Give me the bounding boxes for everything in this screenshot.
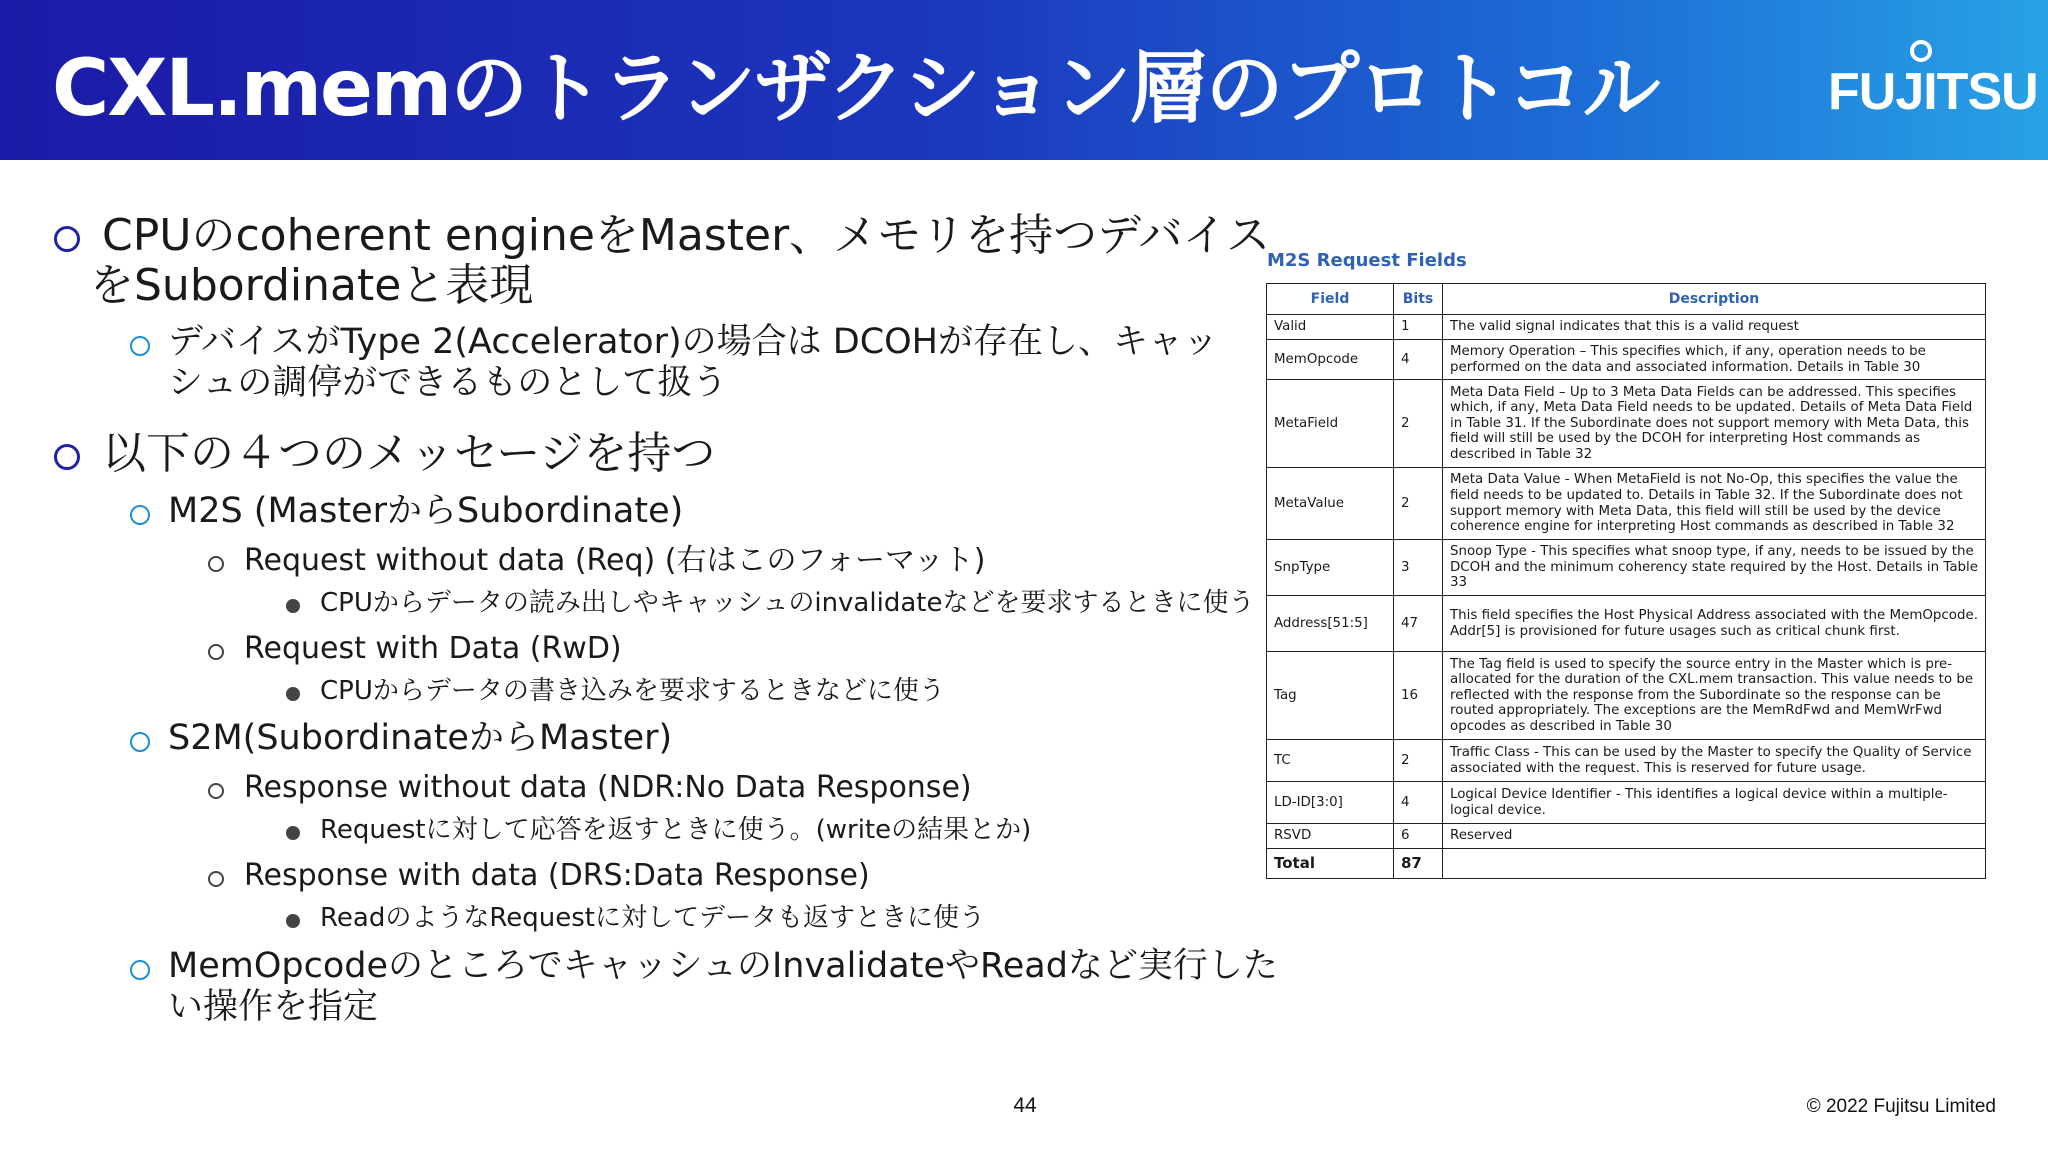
table-row	[1267, 315, 1986, 340]
hollow-circle-bullet-icon	[130, 336, 150, 356]
logo-text: FUJITSU	[1828, 63, 2038, 121]
bullet-text: 以下の４つのメッセージを持つ	[102, 428, 716, 479]
cell-bits: 87	[1394, 849, 1443, 879]
bullet-text: い操作を指定	[168, 987, 379, 1027]
bullet-text: CPUからデータの書き込みを要求するときなどに使う	[320, 676, 945, 706]
cell-bits: 2	[1394, 468, 1443, 540]
table-row	[1267, 540, 1986, 596]
cell-bits: 3	[1394, 540, 1443, 596]
copyright-notice: © 2022 Fujitsu Limited	[1806, 1096, 1996, 1117]
cell-bits: 2	[1394, 740, 1443, 782]
hollow-circle-bullet-icon	[130, 960, 150, 980]
cell-bits: 4	[1394, 782, 1443, 824]
cell-field: MetaValue	[1267, 468, 1394, 540]
bullet-text: M2S (MasterからSubordinate)	[168, 491, 684, 531]
cell-field: Address[51:5]	[1267, 596, 1394, 652]
bullet-text: CPUからデータの読み出しやキャッシュのinvalidateなどを要求するときに使う	[320, 588, 1255, 618]
cell-description: This field specifies the Host Physical Address associated with the MemOpcode. Addr[5] is provisioned for future usages such as critical chunk first.	[1443, 596, 1986, 652]
table-row	[1267, 782, 1986, 824]
header-bits: Bits	[1394, 284, 1443, 315]
table-total-row	[1267, 849, 1986, 879]
cell-bits: 1	[1394, 315, 1443, 340]
hollow-circle-bullet-icon	[130, 732, 150, 752]
table-header-row	[1267, 284, 1986, 315]
bullet-text: Response without data (NDR:No Data Response)	[244, 770, 972, 805]
title-bar	[0, 0, 2048, 160]
cell-field: TC	[1267, 740, 1394, 782]
bullet-text: Requestに対して応答を返すときに使う。(writeの結果とか)	[320, 815, 1032, 845]
filled-dot-bullet-icon	[286, 826, 300, 840]
table-row	[1267, 468, 1986, 540]
hollow-circle-bullet-icon	[208, 871, 224, 887]
bullet-text: デバイスがType 2(Accelerator)の場合は DCOHが存在し、キャッ	[168, 322, 1218, 362]
bullet-text: CPUのcoherent engineをMaster、メモリを持つデバイス	[102, 210, 1271, 261]
cell-field: SnpType	[1267, 540, 1394, 596]
cell-field: RSVD	[1267, 824, 1394, 849]
cell-bits: 6	[1394, 824, 1443, 849]
hollow-circle-bullet-icon	[130, 505, 150, 525]
table-row	[1267, 740, 1986, 782]
filled-dot-bullet-icon	[286, 599, 300, 613]
filled-dot-bullet-icon	[286, 914, 300, 928]
cell-description: Logical Device Identifier - This identifies a logical device within a multiple-logical device.	[1443, 782, 1986, 824]
cell-field: Total	[1267, 849, 1394, 879]
cell-description: Reserved	[1443, 824, 1986, 849]
table-title: M2S Request Fields	[1267, 250, 1467, 271]
bullet-text: をSubordinateと表現	[90, 260, 534, 311]
fujitsu-logo	[1828, 40, 2038, 130]
hollow-circle-bullet-icon	[208, 644, 224, 660]
cell-field: Tag	[1267, 652, 1394, 740]
logo-infinity-icon	[1910, 40, 1932, 62]
header-field: Field	[1267, 284, 1394, 315]
bullet-text: Request with Data (RwD)	[244, 631, 622, 666]
hollow-circle-bullet-icon	[208, 783, 224, 799]
cell-bits: 16	[1394, 652, 1443, 740]
table-row	[1267, 340, 1986, 380]
cell-description: Traffic Class - This can be used by the Master to specify the Quality of Service associated with the request. This is reserved for future usage.	[1443, 740, 1986, 782]
bullet-text: Response with data (DRS:Data Response)	[244, 858, 870, 893]
bullet-text: シュの調停ができるものとして扱う	[168, 363, 728, 403]
cell-description: Meta Data Field – Up to 3 Meta Data Fields can be addressed. This specifies which, if any, Meta Data Field needs to be updated. Details of Meta Data Field in Table 31. If the Subordinate does not support memory with Meta Data, this field will still be used by the DCOH for interpreting Host commands as described in Table 32	[1443, 380, 1986, 468]
cell-description: Memory Operation – This specifies which, if any, operation needs to be performed on the data and associated information. Details in Table 30	[1443, 340, 1986, 380]
table-row	[1267, 652, 1986, 740]
bullet-text: ReadのようなRequestに対してデータも返すときに使う	[320, 903, 985, 933]
hollow-circle-bullet-icon	[54, 444, 80, 470]
cell-description: Snoop Type - This specifies what snoop type, if any, needs to be issued by the DCOH and the minimum coherency state required by the Host. Details in Table 33	[1443, 540, 1986, 596]
bullet-text: S2M(SubordinateからMaster)	[168, 718, 673, 758]
table-row	[1267, 596, 1986, 652]
cell-bits: 47	[1394, 596, 1443, 652]
page-number: 44	[1013, 1094, 1037, 1117]
hollow-circle-bullet-icon	[208, 556, 224, 572]
bullet-text: Request without data (Req) (右はこのフォーマット)	[244, 543, 986, 578]
filled-dot-bullet-icon	[286, 687, 300, 701]
bullet-text: MemOpcodeのところでキャッシュのInvalidateやReadなど実行した	[168, 946, 1278, 986]
hollow-circle-bullet-icon	[54, 226, 80, 252]
cell-bits: 2	[1394, 380, 1443, 468]
slide-title: CXL.memのトランザクション層のプロトコル	[52, 44, 1659, 134]
header-description: Description	[1443, 284, 1986, 315]
cell-field: Valid	[1267, 315, 1394, 340]
table-row	[1267, 380, 1986, 468]
cell-description: Meta Data Value - When MetaField is not No-Op, this specifies the value the field needs to be updated to. Details in Table 32. If the Subordinate does not support memory with Meta Data, this field will still be used by the device coherence engine for interpreting Host commands as described in Table 32	[1443, 468, 1986, 540]
table-row	[1267, 824, 1986, 849]
cell-bits: 4	[1394, 340, 1443, 380]
cell-description: The valid signal indicates that this is a valid request	[1443, 315, 1986, 340]
m2s-request-fields-table	[1266, 283, 1986, 879]
cell-description: The Tag field is used to specify the source entry in the Master which is pre-allocated for the duration of the CXL.mem transaction. This value needs to be reflected with the response from the Subordinate so the response can be routed appropriately. The exceptions are the MemRdFwd and MemWrFwd opcodes as described in Table 30	[1443, 652, 1986, 740]
cell-description	[1443, 849, 1986, 879]
cell-field: MetaField	[1267, 380, 1394, 468]
cell-field: LD-ID[3:0]	[1267, 782, 1394, 824]
cell-field: MemOpcode	[1267, 340, 1394, 380]
